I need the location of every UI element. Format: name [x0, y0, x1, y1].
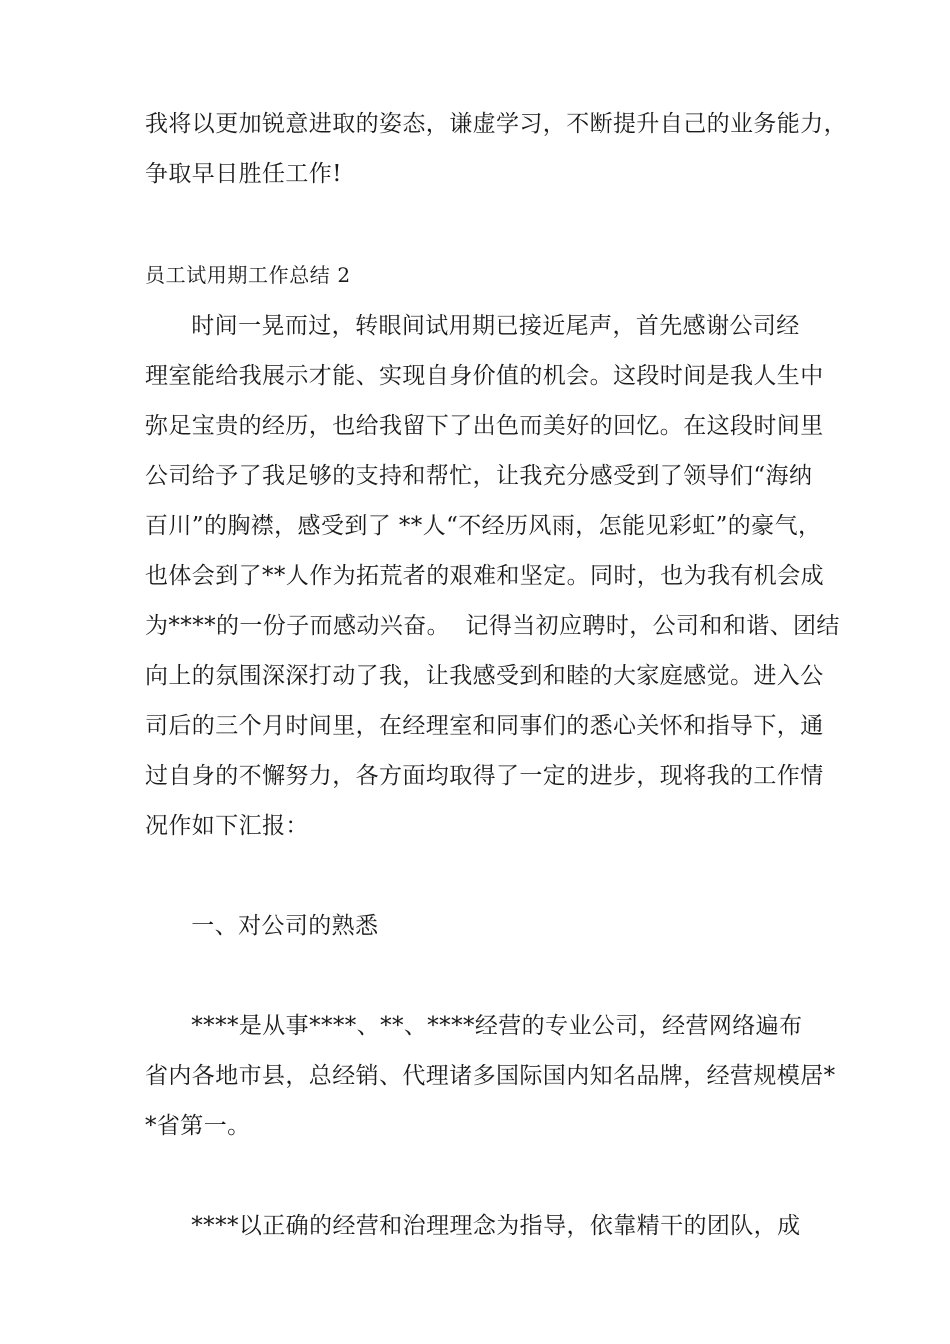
paragraph-line: 弥足宝贵的经历，也给我留下了出色而美好的回忆。在这段时间里: [145, 413, 824, 439]
paragraph-line: ****以正确的经营和治理理念为指导，依靠精干的团队，成: [145, 1213, 801, 1239]
paragraph-line: 时间一晃而过，转眼间试用期已接近尾声，首先感谢公司经: [145, 313, 800, 339]
paragraph-line: 司后的三个月时间里，在经理室和同事们的悉心关怀和指导下，通: [145, 713, 824, 739]
section-heading: 一、对公司的熟悉: [145, 913, 379, 939]
paragraph-line: 况作如下汇报：: [145, 813, 309, 839]
paragraph-line: 为****的一份子而感动兴奋。 记得当初应聘时，公司和和谐、团结: [145, 613, 840, 639]
paragraph-line: 也体会到了**人作为拓荒者的艰难和坚定。同时，也为我有机会成: [145, 563, 824, 589]
intro-line-2: 争取早日胜任工作!: [145, 161, 342, 187]
section-title: 员工试用期工作总结 2: [145, 263, 351, 287]
paragraph-line: 过自身的不懈努力，各方面均取得了一定的进步，现将我的工作情: [145, 763, 824, 789]
intro-line-1: 我将以更加锐意进取的姿态，谦虚学习，不断提升自己的业务能力，: [145, 111, 847, 137]
paragraph-line: 百川”的胸襟，感受到了 **人“不经历风雨，怎能见彩虹”的豪气，: [145, 513, 822, 539]
paragraph-line: ****是从事****、**、****经营的专业公司，经营网络遍布: [145, 1013, 803, 1039]
paragraph-line: 省内各地市县，总经销、代理诸多国际国内知名品牌，经营规模居*: [145, 1063, 836, 1089]
paragraph-line: *省第一。: [145, 1113, 251, 1139]
paragraph-line: 公司给予了我足够的支持和帮忙，让我充分感受到了领导们“海纳: [145, 463, 813, 489]
paragraph-line: 向上的氛围深深打动了我，让我感受到和睦的大家庭感觉。进入公: [145, 663, 824, 689]
paragraph-line: 理室能给我展示才能、实现自身价值的机会。这段时间是我人生中: [145, 363, 824, 389]
